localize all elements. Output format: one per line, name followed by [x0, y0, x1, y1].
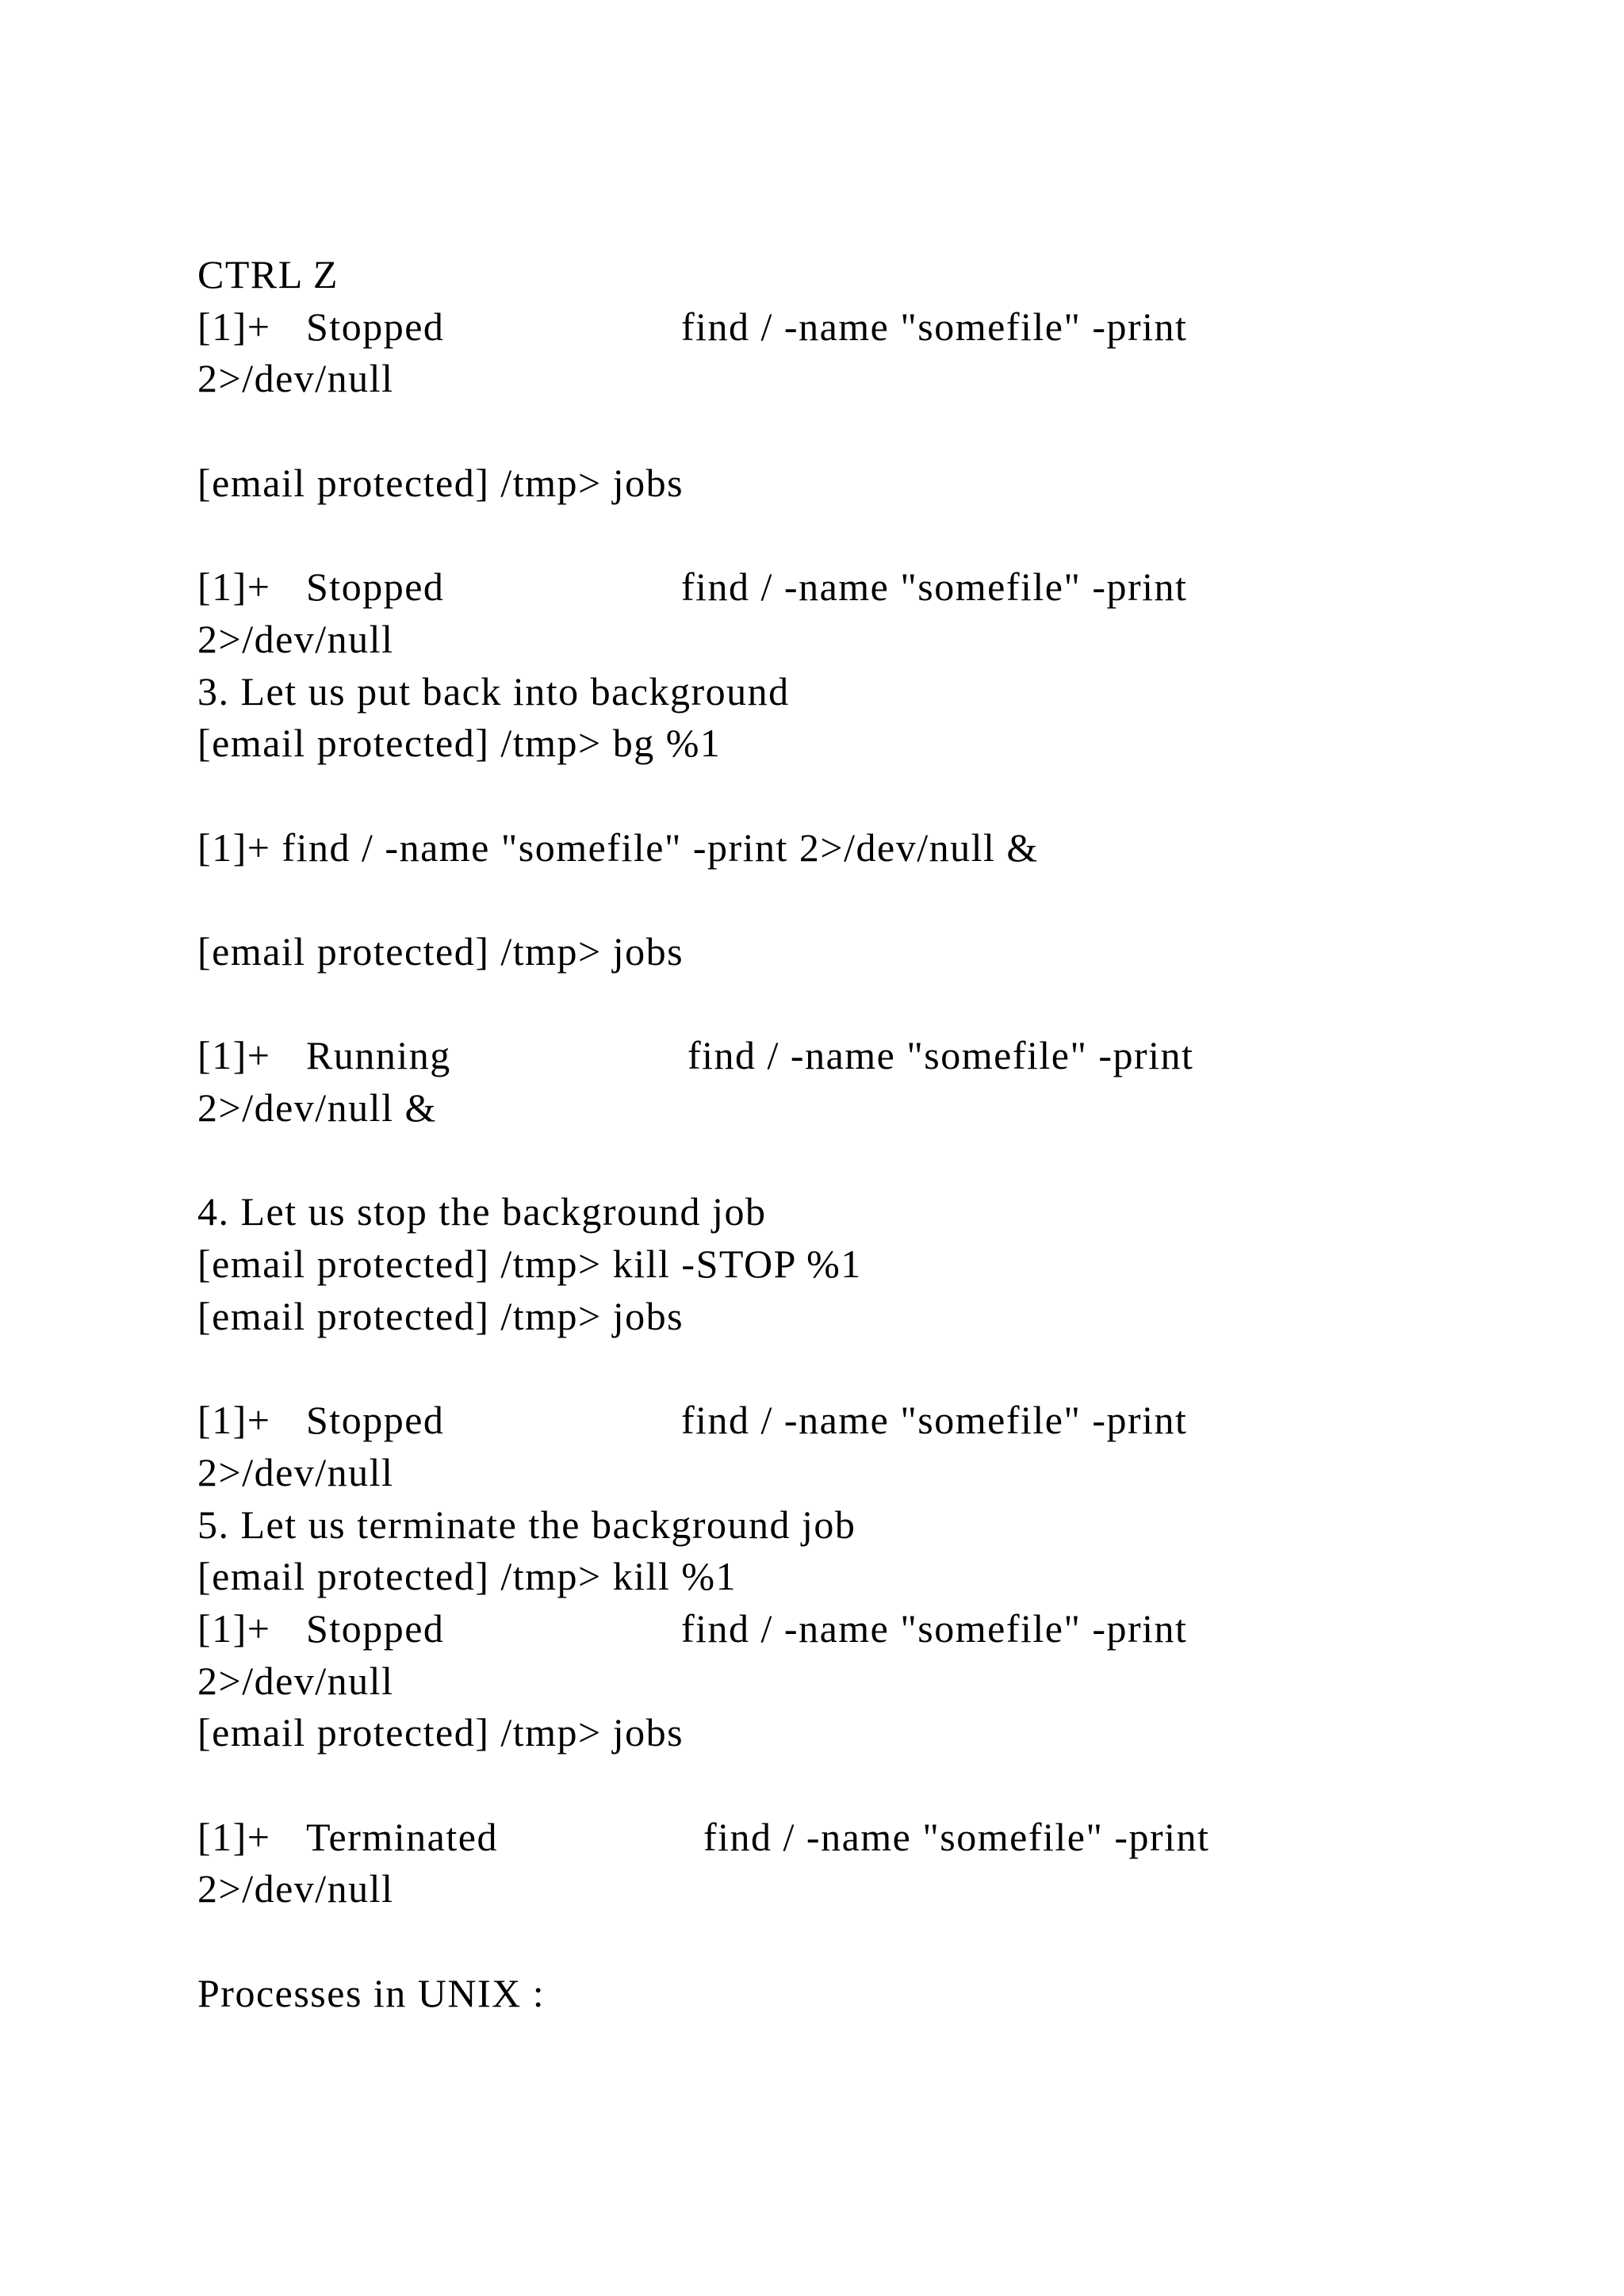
- job-status: Stopped: [306, 304, 445, 349]
- job-status-line: [197, 1812, 1545, 1864]
- job-status-line: [197, 301, 1545, 354]
- section-heading: Processes in UNIX :: [197, 1970, 546, 2015]
- prompt-line: [email protected] /tmp> jobs: [197, 1293, 684, 1338]
- prompt-line: [email protected] /tmp> bg %1: [197, 721, 722, 766]
- job-command: find / -name "somefile" -print: [681, 1605, 1188, 1651]
- blank-line: [197, 874, 1545, 926]
- job-id: [1]+: [197, 564, 271, 610]
- job-command-continuation: 2>/dev/null: [197, 1866, 394, 1911]
- step-heading: 4. Let us stop the background job: [197, 1189, 767, 1234]
- job-status-line: [197, 1603, 1545, 1655]
- job-command: find / -name "somefile" -print: [681, 564, 1188, 610]
- job-status-line: [197, 561, 1545, 614]
- job-id: [1]+: [197, 1033, 271, 1078]
- job-id: [1]+: [197, 304, 271, 349]
- job-id: [1]+: [197, 1605, 271, 1651]
- job-status: Stopped: [306, 1605, 445, 1651]
- blank-line: [197, 1135, 1545, 1187]
- blank-line: [197, 978, 1545, 1031]
- prompt-line: [email protected] /tmp> jobs: [197, 928, 684, 974]
- prompt-line: [email protected] /tmp> kill -STOP %1: [197, 1242, 862, 1287]
- prompt-line: [email protected] /tmp> jobs: [197, 460, 684, 505]
- ctrl-z-line: CTRL Z: [197, 252, 339, 297]
- job-status: Terminated: [306, 1814, 498, 1859]
- job-command-continuation: 2>/dev/null: [197, 356, 394, 401]
- job-status: Stopped: [306, 1398, 445, 1443]
- job-status-line: [197, 1395, 1545, 1447]
- blank-line: [197, 1342, 1545, 1395]
- blank-line: [197, 770, 1545, 822]
- blank-line: [197, 1759, 1545, 1812]
- job-command-continuation: 2>/dev/null: [197, 616, 394, 661]
- job-command: find / -name "somefile" -print: [688, 1033, 1194, 1078]
- job-status-line: [197, 1030, 1545, 1082]
- job-status: Running: [306, 1033, 451, 1078]
- job-status: Stopped: [306, 564, 445, 610]
- job-id: [1]+: [197, 1398, 271, 1443]
- blank-line: [197, 1915, 1545, 1968]
- job-command: find / -name "somefile" -print: [703, 1814, 1210, 1859]
- blank-line: [197, 405, 1545, 457]
- document-body: [197, 249, 1545, 2019]
- job-command-continuation: 2>/dev/null: [197, 1449, 394, 1494]
- job-id: [1]+: [197, 1814, 271, 1859]
- job-command-continuation: 2>/dev/null: [197, 1658, 394, 1703]
- job-command: find / -name "somefile" -print: [681, 1398, 1188, 1443]
- bg-output-line: [1]+ find / -name "somefile" -print 2>/dev/null &: [197, 825, 1039, 870]
- step-heading: 3. Let us put back into background: [197, 668, 790, 714]
- prompt-line: [email protected] /tmp> jobs: [197, 1710, 684, 1755]
- job-command-continuation: 2>/dev/null &: [197, 1085, 437, 1130]
- job-command: find / -name "somefile" -print: [681, 304, 1188, 349]
- step-heading: 5. Let us terminate the background job: [197, 1502, 856, 1547]
- blank-line: [197, 509, 1545, 561]
- prompt-line: [email protected] /tmp> kill %1: [197, 1554, 737, 1599]
